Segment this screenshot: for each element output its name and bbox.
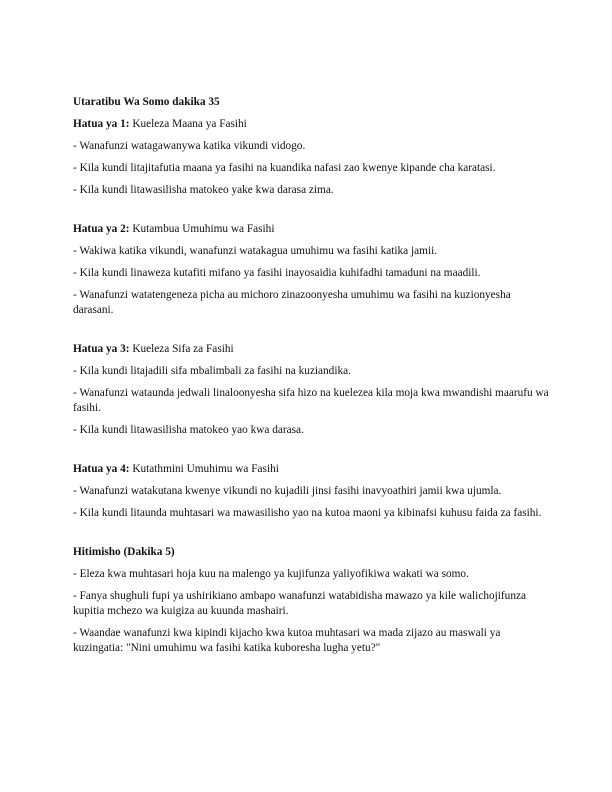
conclusion-item-2: - Fanya shughuli fupi ya ushirikiano ambapo wanafunzi watabidisha mawazo ya kile walichojifunza kupitia mchezo wa kuigiza au kuunda mashairi.	[73, 590, 526, 617]
step-2-title: Kutambua Umuhimu wa Fasihi	[129, 223, 275, 235]
step-3-item-3: - Kila kundi litawasilisha matokeo yao kwa darasa.	[73, 424, 304, 436]
conclusion-section	[73, 545, 549, 656]
step-1-label: Hatua ya 1:	[73, 118, 130, 130]
step-1-title: Kueleza Maana ya Fasihi	[129, 118, 247, 130]
lesson-procedure-section	[73, 95, 549, 198]
step-2-item-2: - Kila kundi linaweza kutafiti mifano ya fasihi inayosaidia kuhifadhi tamaduni na maadili.	[73, 267, 481, 279]
conclusion-heading	[73, 545, 549, 560]
step-4-item-2: - Kila kundi litaunda muhtasari wa mawasilisho yao na kutoa maoni ya kibinafsi kuhusu faida za fasihi.	[73, 507, 542, 519]
step-4-item-1: - Wanafunzi watakutana kwenye vikundi no kujadili jinsi fasihi inavyoathiri jamii kwa ujumla.	[73, 485, 502, 497]
document-title: Utaratibu Wa Somo dakika 35	[73, 96, 220, 108]
step-2-item-3: - Wanafunzi watatengeneza picha au michoro zinazoonyesha umuhimu wa fasihi na kuzionyesha darasani.	[73, 289, 511, 316]
step-1-item-3: - Kila kundi litawasilisha matokeo yake kwa darasa zima.	[73, 184, 334, 196]
step-4-title: Kutathmini Umuhimu wa Fasihi	[129, 463, 279, 475]
step-2-item-1: - Wakiwa katika vikundi, wanafunzi watakagua umuhimu wa fasihi katika jamii.	[73, 245, 438, 257]
step-3-section	[73, 342, 549, 438]
conclusion-item-1: - Eleza kwa muhtasari hoja kuu na malengo ya kujifunza yaliyofikiwa wakati wa somo.	[73, 568, 469, 580]
step-1-item-2: - Kila kundi litajitafutia maana ya fasihi na kuandika nafasi zao kwenye kipande cha karatasi.	[73, 162, 496, 174]
document-page	[73, 95, 549, 663]
step-2-section	[73, 222, 549, 318]
step-1-item-1: - Wanafunzi watagawanywa katika vikundi vidogo.	[73, 140, 306, 152]
step-4-heading	[73, 462, 549, 477]
step-3-item-1: - Kila kundi litajadili sifa mbalimbali za fasihi na kuziandika.	[73, 365, 351, 377]
step-3-item-2: - Wanafunzi wataunda jedwali linaloonyesha sifa hizo na kuelezea kila moja kwa mwandishi maarufu wa fasihi.	[73, 387, 549, 414]
conclusion-item-3: - Waandae wanafunzi kwa kipindi kijacho kwa kutoa muhtasari wa mada zijazo au maswali ya kuzingatia: "Nini umuhimu wa fasihi katika kuboresha lugha yetu?"	[73, 627, 501, 654]
step-3-label: Hatua ya 3:	[73, 343, 130, 355]
step-4-label: Hatua ya 4:	[73, 463, 130, 475]
step-3-heading	[73, 342, 549, 357]
conclusion-title: Hitimisho (Dakika 5)	[73, 546, 175, 558]
step-3-title: Kueleza Sifa za Fasihi	[129, 343, 234, 355]
step-4-section	[73, 462, 549, 521]
step-2-label: Hatua ya 2:	[73, 223, 130, 235]
step-1-heading	[73, 117, 549, 132]
step-2-heading	[73, 222, 549, 237]
